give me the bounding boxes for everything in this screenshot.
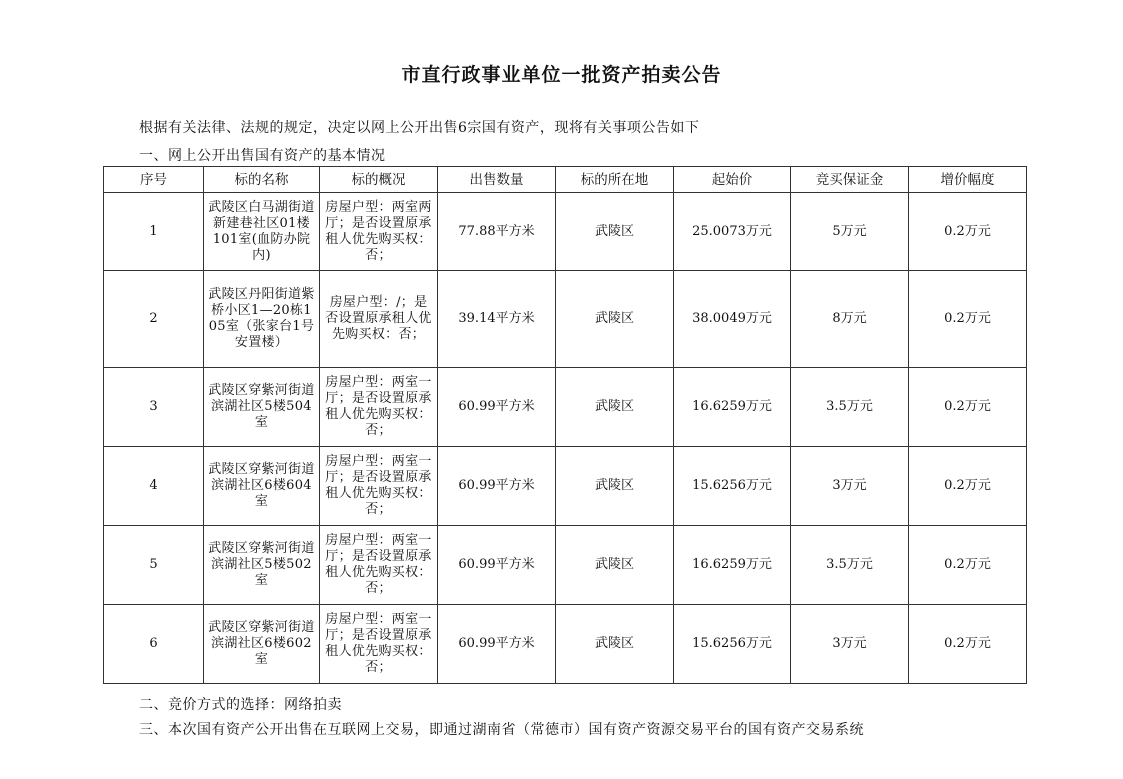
cell-name: 武陵区丹阳街道紫桥小区1—20栋105室（张家台1号安置楼） <box>204 271 320 368</box>
cell-quantity: 60.99平方米 <box>438 605 556 684</box>
cell-no: 1 <box>104 193 204 271</box>
section-2-heading: 二、竞价方式的选择：网络拍卖 <box>139 697 342 713</box>
header-increment: 增价幅度 <box>909 167 1027 193</box>
cell-quantity: 77.88平方米 <box>438 193 556 271</box>
cell-summary: 房屋户型：两室一厅；是否设置原承租人优先购买权：否； <box>320 605 438 684</box>
cell-increment: 0.2万元 <box>909 526 1027 605</box>
cell-deposit: 5万元 <box>791 193 909 271</box>
cell-summary: 房屋户型：两室一厅；是否设置原承租人优先购买权：否； <box>320 526 438 605</box>
cell-name: 武陵区白马湖街道新建巷社区01楼 101室(血防办院内) <box>204 193 320 271</box>
cell-quantity: 60.99平方米 <box>438 526 556 605</box>
cell-deposit: 3万元 <box>791 447 909 526</box>
cell-no: 6 <box>104 605 204 684</box>
table-row <box>104 271 1027 368</box>
cell-location: 武陵区 <box>556 526 674 605</box>
page-title: 市直行政事业单位一批资产拍卖公告 <box>401 64 722 86</box>
cell-deposit: 3.5万元 <box>791 526 909 605</box>
cell-increment: 0.2万元 <box>909 447 1027 526</box>
cell-start-price: 25.0073万元 <box>674 193 791 271</box>
table-row <box>104 193 1027 271</box>
table-row <box>104 368 1027 447</box>
asset-table <box>103 166 1027 684</box>
cell-no: 3 <box>104 368 204 447</box>
cell-location: 武陵区 <box>556 193 674 271</box>
cell-start-price: 15.6256万元 <box>674 605 791 684</box>
header-location: 标的所在地 <box>556 167 674 193</box>
header-quantity: 出售数量 <box>438 167 556 193</box>
cell-name: 武陵区穿紫河街道滨湖社区5楼504室 <box>204 368 320 447</box>
cell-quantity: 60.99平方米 <box>438 368 556 447</box>
header-start-price: 起始价 <box>674 167 791 193</box>
cell-name: 武陵区穿紫河街道滨湖社区5楼502室 <box>204 526 320 605</box>
cell-deposit: 3.5万元 <box>791 368 909 447</box>
intro-paragraph: 根据有关法律、法规的规定，决定以网上公开出售6宗国有资产，现将有关事项公告如下 <box>139 120 700 136</box>
cell-deposit: 8万元 <box>791 271 909 368</box>
cell-summary: 房屋户型：/；是否设置原承租人优先购买权：否； <box>320 271 438 368</box>
cell-name: 武陵区穿紫河街道滨湖社区6楼602室 <box>204 605 320 684</box>
cell-increment: 0.2万元 <box>909 368 1027 447</box>
cell-start-price: 16.6259万元 <box>674 526 791 605</box>
cell-deposit: 3万元 <box>791 605 909 684</box>
cell-start-price: 38.0049万元 <box>674 271 791 368</box>
cell-summary: 房屋户型：两室一厅；是否设置原承租人优先购买权：否； <box>320 447 438 526</box>
cell-no: 2 <box>104 271 204 368</box>
cell-no: 5 <box>104 526 204 605</box>
cell-name: 武陵区穿紫河街道滨湖社区6楼604室 <box>204 447 320 526</box>
cell-increment: 0.2万元 <box>909 605 1027 684</box>
table-header-row <box>104 167 1027 193</box>
cell-summary: 房屋户型：两室一厅；是否设置原承租人优先购买权：否； <box>320 368 438 447</box>
cell-location: 武陵区 <box>556 447 674 526</box>
cell-location: 武陵区 <box>556 271 674 368</box>
table-row <box>104 526 1027 605</box>
table-row <box>104 605 1027 684</box>
header-no: 序号 <box>104 167 204 193</box>
header-deposit: 竞买保证金 <box>791 167 909 193</box>
cell-no: 4 <box>104 447 204 526</box>
cell-location: 武陵区 <box>556 368 674 447</box>
cell-increment: 0.2万元 <box>909 271 1027 368</box>
cell-location: 武陵区 <box>556 605 674 684</box>
table-row <box>104 447 1027 526</box>
cell-increment: 0.2万元 <box>909 193 1027 271</box>
cell-quantity: 60.99平方米 <box>438 447 556 526</box>
cell-start-price: 15.6256万元 <box>674 447 791 526</box>
cell-start-price: 16.6259万元 <box>674 368 791 447</box>
section-1-heading: 一、网上公开出售国有资产的基本情况 <box>139 148 386 164</box>
cell-quantity: 39.14平方米 <box>438 271 556 368</box>
header-summary: 标的概况 <box>320 167 438 193</box>
section-3-heading: 三、本次国有资产公开出售在互联网上交易，即通过湖南省（常德市）国有资产资源交易平台的国有资产交易系统 <box>139 722 864 738</box>
cell-summary: 房屋户型：两室两厅；是否设置原承租人优先购买权：否； <box>320 193 438 271</box>
header-name: 标的名称 <box>204 167 320 193</box>
